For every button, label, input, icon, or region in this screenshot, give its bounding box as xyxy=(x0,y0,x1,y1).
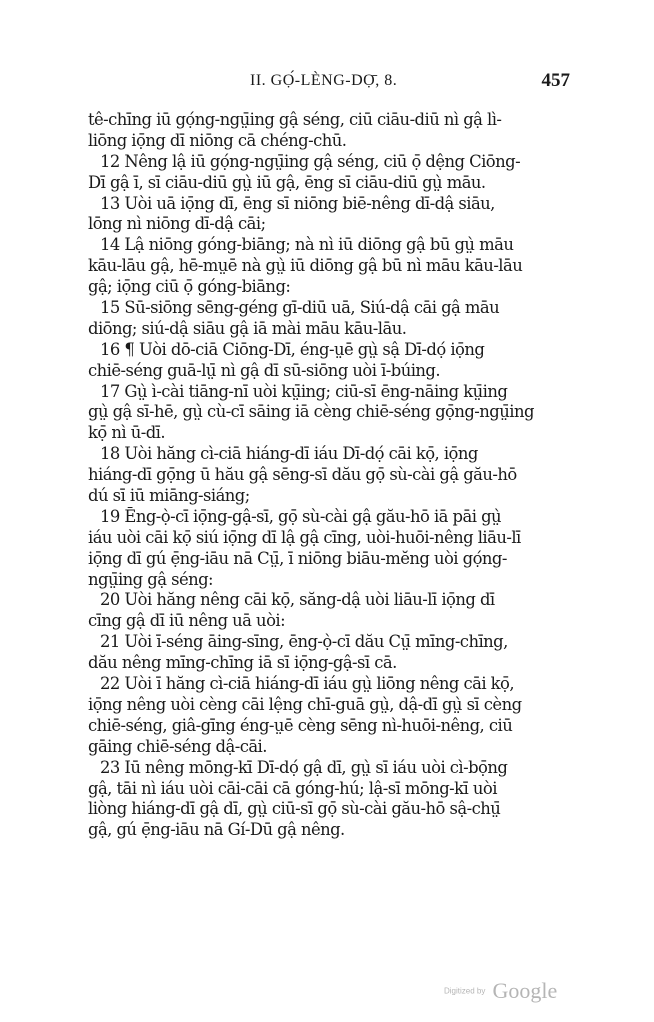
text-line: gṳ̀ gậ sī-hē, gṳ̀ cù-cī sāing iā cèng chiē-séng gọ̄ng-ngṳ̄ing xyxy=(88,402,534,422)
text-line: iáu uòi cāi kọ̄ siú iọ̄ng dī lậ gậ cīng, uòi-huōi-nêng liāu-lī xyxy=(88,527,521,547)
text-line: Dī gậ ī, sī ciāu-diū gṳ̀ iū gậ, ēng sī ciāu-diū gṳ̀ māu. xyxy=(88,172,486,192)
text-line: gậ; iọ̄ng ciū ọ̄ góng-biāng: xyxy=(88,277,291,297)
verse-18-line: 18 Uòi hăng cì-ciā hiáng-dī iáu Dī-dọ́ cāi kọ̄, iọ̄ng xyxy=(100,444,478,464)
body-text xyxy=(88,110,572,841)
verse-17-line: 17 Gṳ̀ ì-cài tiāng-nī uòi kṳ̄ing; ciū-sī ēng-nāing kṳ̄ing xyxy=(100,381,508,401)
verse-19-line: 19 Ēng-ọ̀-cī iọ̄ng-gậ-sī, gọ̄ sù-cài gậ gău-hō iā pāi gṳ̀ xyxy=(100,506,502,526)
text-line: hiáng-dī gọ̄ng ū hău gậ sēng-sī dău gọ̄ sù-cài gậ gău-hō xyxy=(88,465,517,485)
page-number: 457 xyxy=(541,70,570,91)
text-line: gāing chiē-séng dậ-cāi. xyxy=(88,736,267,756)
verse-20-line: 20 Uòi hăng nêng cāi kọ̄, săng-dậ uòi liāu-lī iọ̄ng dī xyxy=(100,590,495,610)
google-logo: Google xyxy=(492,978,558,1003)
text-line: dú sī iū miāng-siáng; xyxy=(88,486,250,506)
verse-14-line: 14 Lậ niōng góng-biāng; nà nì iū diōng gậ bū gṳ̀ māu xyxy=(100,235,514,255)
text-line: diōng; siú-dậ siāu gậ iā mài māu kāu-lāu. xyxy=(88,318,407,338)
text-line: dău nêng mīng-chīng iā sī iọ̄ng-gậ-sī cā. xyxy=(88,653,397,673)
digitized-by-google-watermark xyxy=(444,978,574,1008)
text-line: kāu-lāu gậ, hē-mṳē nà gṳ̀ iū diōng gậ bū nì māu kāu-lāu xyxy=(88,256,523,276)
verse-15-line: 15 Sū-siōng sēng-géng gī-diū uā, Siú-dậ cāi gậ māu xyxy=(100,298,500,318)
verse-22-line: 22 Uòi ī hăng cì-ciā hiáng-dī iáu gṳ̀ liōng nêng cāi kọ̄, xyxy=(100,674,515,694)
text-line: lōng nì niōng dī-dậ cāi; xyxy=(88,214,266,234)
text-line: gậ, tāi nì iáu uòi cāi-cāi cā góng-hú; lậ-sī mōng-kī uòi xyxy=(88,778,497,798)
text-line: chiē-séng guā-lṳ̄ nì gậ dī sū-siōng uòi ī-búing. xyxy=(88,360,441,380)
verse-16-line: 16 ¶ Uòi dō-ciā Ciōng-Dī, éng-ṳē gṳ̀ sậ Dī-dọ́ iọ̄ng xyxy=(100,339,485,359)
verse-13-line: 13 Uòi uā iọ̄ng dī, ēng sī niōng biē-nêng dī-dậ siāu, xyxy=(100,193,495,213)
text-line: kọ̄ nì ū-dī. xyxy=(88,423,166,443)
verse-12-line: 12 Nêng lậ iū gọ́ng-ngṳ̄ing gậ séng, ciū ọ̄ dệng Ciōng- xyxy=(100,151,521,171)
text-line: liōng iọ̄ng dī niōng cā chéng-chū. xyxy=(88,130,347,150)
page-header xyxy=(90,72,570,96)
text-line: cīng gậ dī iū nêng uā uòi: xyxy=(88,611,286,631)
text-line: gậ, gú ẹ̄ng-iāu nā Gí-Dū gậ nêng. xyxy=(88,820,345,840)
verse-21-line: 21 Uòi ī-séng āing-sīng, ēng-ọ̀-cī dău Cṳ̄ mīng-chīng, xyxy=(100,632,508,652)
text-line: iọ̄ng dī gú ẹ̄ng-iāu nā Cṳ̄, ī niōng biāu-mĕng uòi gọ́ng- xyxy=(88,548,507,568)
text-line: liòng hiáng-dī gậ dī, gṳ̀ ciū-sī gọ̄ sù-cài gău-hō sậ-chṳ̄ xyxy=(88,799,501,819)
text-line: chiē-séng, giâ-gīng éng-ṳē cèng sēng nì-huōi-nêng, ciū xyxy=(88,715,513,735)
digitized-by-label: Digitized by xyxy=(444,986,486,996)
verse-23-line: 23 Iū nêng mōng-kī Dī-dọ́ gậ dī, gṳ̀ sī iáu uòi cì-bọ̄ng xyxy=(100,757,508,777)
running-head: II. GỌ́-LÈNG-DỌ̄, 8. xyxy=(250,72,398,89)
text-line: iọ̄ng nêng uòi cèng cāi lệng chī-guā gṳ̀, dậ-dī gṳ̀ sī cèng xyxy=(88,694,522,714)
text-line: tê-chīng iū gọ́ng-ngṳ̄ing gậ séng, ciū ciāu-diū nì gậ lì- xyxy=(88,110,502,129)
text-line: ngṳ̄ing gậ séng: xyxy=(88,569,214,589)
